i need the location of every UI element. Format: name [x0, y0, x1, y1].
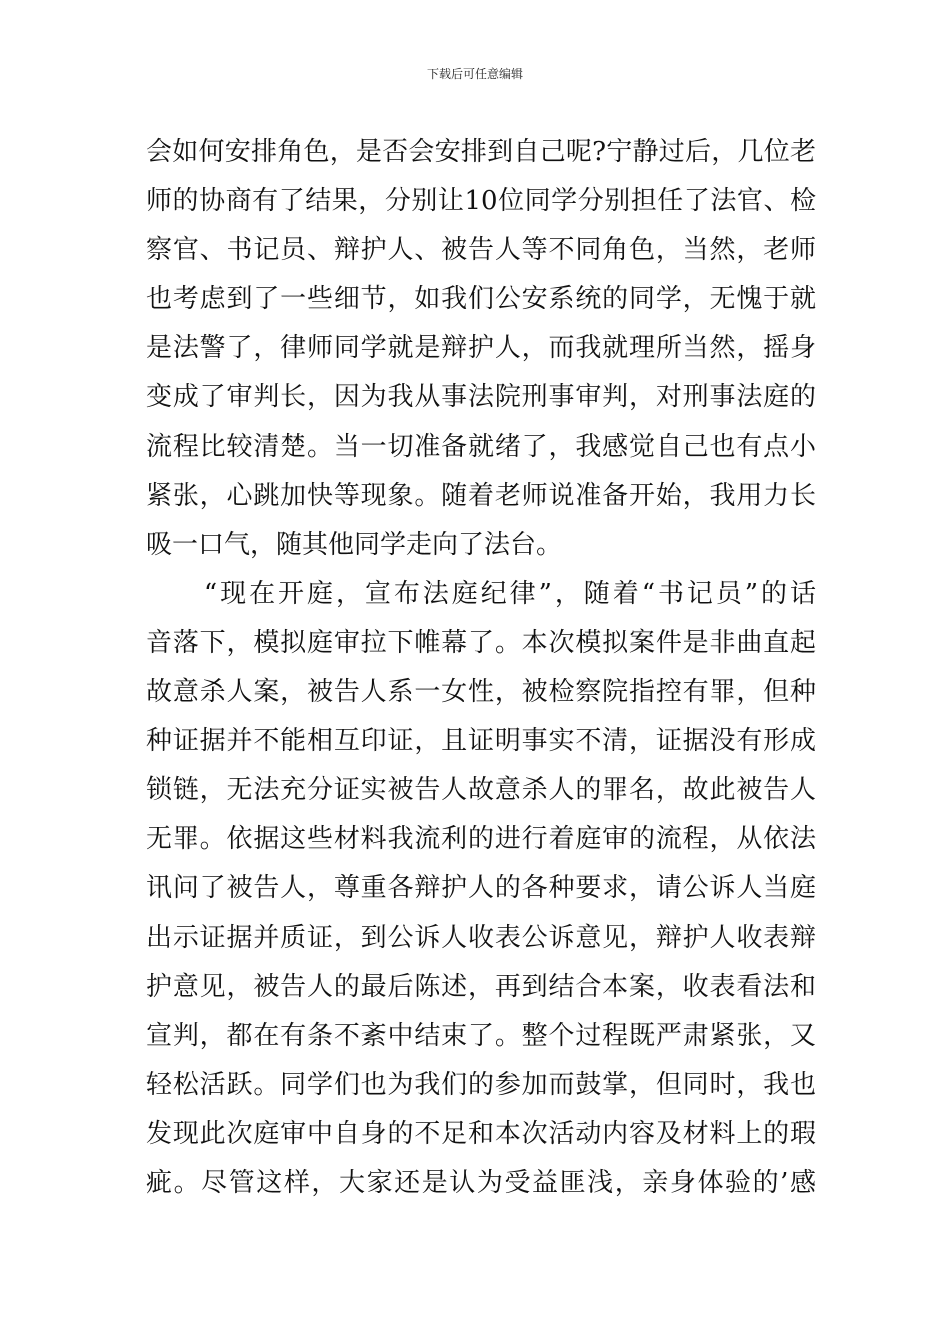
- text-line: 音落下，模拟庭审拉下帷幕了。本次模拟案件是非曲直起: [146, 627, 816, 658]
- text-line: 讯问了被告人，尊重各辩护人的各种要求，请公诉人当庭: [146, 873, 816, 904]
- text-line: 轻松活跃。同学们也为我们的参加而鼓掌，但同时，我也: [146, 1069, 816, 1100]
- text-line: 变成了审判长，因为我从事法院刑事审判，对刑事法庭的: [146, 382, 816, 413]
- text-line: 出示证据并质证，到公诉人收表公诉意见，辩护人收表辩: [146, 922, 816, 953]
- text-line: 无罪。依据这些材料我流利的进行着庭审的流程，从依法: [146, 824, 816, 855]
- text-line: 种证据并不能相互印证，且证明事实不清，证据没有形成: [146, 726, 816, 757]
- text-line: 紧张，心跳加快等现象。随着老师说准备开始，我用力长: [146, 480, 816, 511]
- text-line: 也考虑到了一些细节，如我们公安系统的同学，无愧于就: [146, 284, 816, 315]
- text-line: 锁链，无法充分证实被告人故意杀人的罪名，故此被告人: [146, 775, 816, 806]
- text-line: “现在开庭，宣布法庭纪律”，随着“书记员”的话: [146, 578, 816, 609]
- text-line: 师的协商有了结果，分别让10位同学分别担任了法官、检: [146, 186, 816, 217]
- text-line: 察官、书记员、辩护人、被告人等不同角色，当然，老师: [146, 235, 816, 266]
- text-line: 会如何安排角色，是否会安排到自己呢?宁静过后，几位老: [146, 137, 816, 167]
- page-header: 下载后可任意编辑: [426, 67, 523, 81]
- text-line: 流程比较清楚。当一切准备就绪了，我感觉自己也有点小: [146, 431, 816, 462]
- text-line: 吸一口气，随其他同学走向了法台。: [146, 529, 563, 560]
- text-line: 宣判，都在有条不紊中结束了。整个过程既严肃紧张，又: [146, 1020, 816, 1051]
- document-body: [146, 128, 816, 1208]
- text-line: 疵。尽管这样，大家还是认为受益匪浅，亲身体验的’感: [146, 1167, 816, 1198]
- text-line: 故意杀人案，被告人系一女性，被检察院指控有罪，但种: [146, 677, 816, 708]
- text-line: 发现此次庭审中自身的不足和本次活动内容及材料上的瑕: [146, 1118, 816, 1149]
- text-line: 是法警了，律师同学就是辩护人，而我就理所当然，摇身: [146, 333, 816, 364]
- text-line: 护意见，被告人的最后陈述，再到结合本案，收表看法和: [146, 971, 816, 1002]
